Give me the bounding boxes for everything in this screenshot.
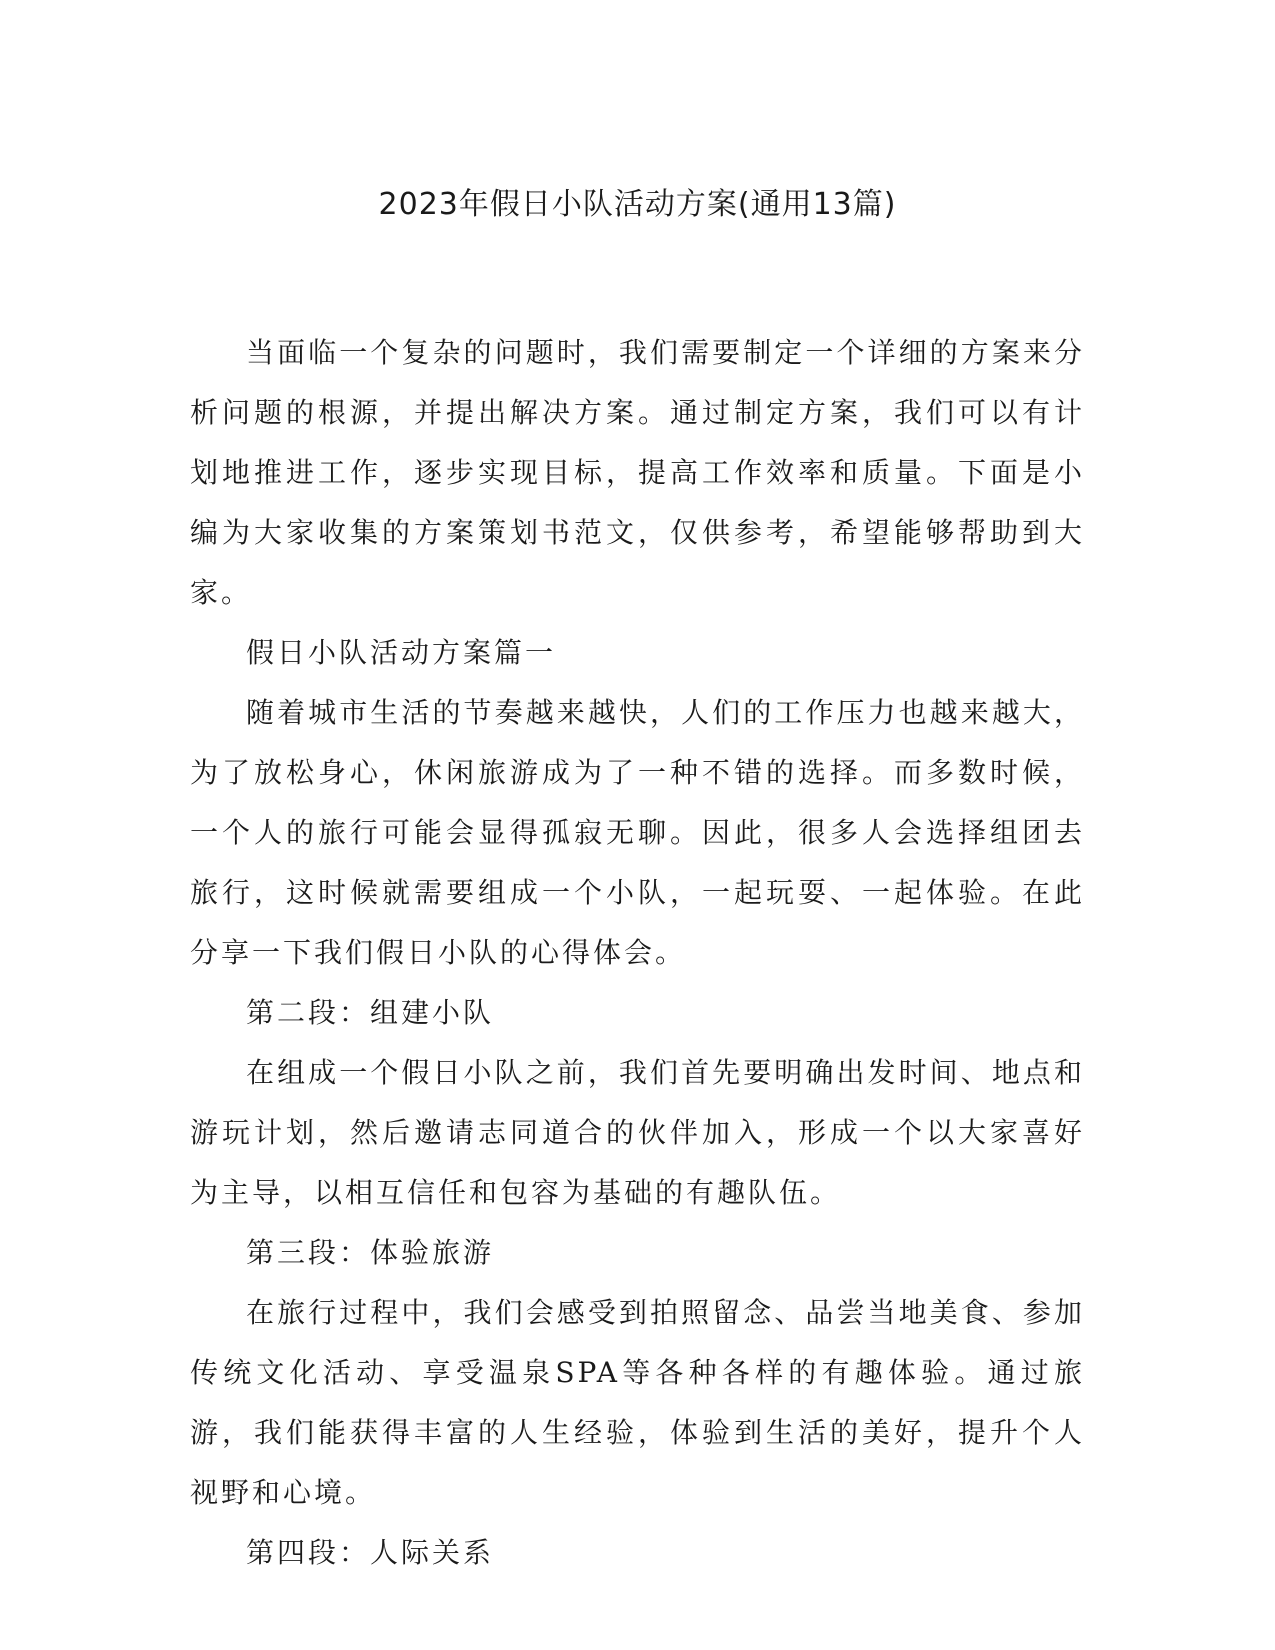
document-title: 2023年假日小队活动方案(通用13篇)	[378, 187, 897, 222]
document-body	[190, 323, 1085, 1583]
body-paragraph: 在旅行过程中，我们会感受到拍照留念、品尝当地美食、参加传统文化活动、享受温泉SPA等各种各样的有趣体验。通过旅游，我们能获得丰富的人生经验，体验到生活的美好，提升个人视野和心境。	[190, 1296, 1085, 1509]
section-heading-part-one: 假日小队活动方案篇一	[246, 636, 557, 669]
intro-paragraph: 当面临一个复杂的问题时，我们需要制定一个详细的方案来分析问题的根源，并提出解决方案。通过制定方案，我们可以有计划地推进工作，逐步实现目标，提高工作效率和质量。下面是小编为大家收集的方案策划书范文，仅供参考，希望能够帮助到大家。	[190, 336, 1085, 609]
body-paragraph: 在组成一个假日小队之前，我们首先要明确出发时间、地点和游玩计划，然后邀请志同道合的伙伴加入，形成一个以大家喜好为主导，以相互信任和包容为基础的有趣队伍。	[190, 1056, 1085, 1209]
section-heading-second: 第二段：组建小队	[246, 996, 495, 1029]
section-heading-third: 第三段：体验旅游	[246, 1236, 495, 1269]
section-heading-fourth: 第四段：人际关系	[246, 1536, 495, 1569]
body-paragraph: 随着城市生活的节奏越来越快，人们的工作压力也越来越大，为了放松身心，休闲旅游成为了一种不错的选择。而多数时候，一个人的旅行可能会显得孤寂无聊。因此，很多人会选择组团去旅行，这时候就需要组成一个小队，一起玩耍、一起体验。在此分享一下我们假日小队的心得体会。	[190, 696, 1085, 969]
